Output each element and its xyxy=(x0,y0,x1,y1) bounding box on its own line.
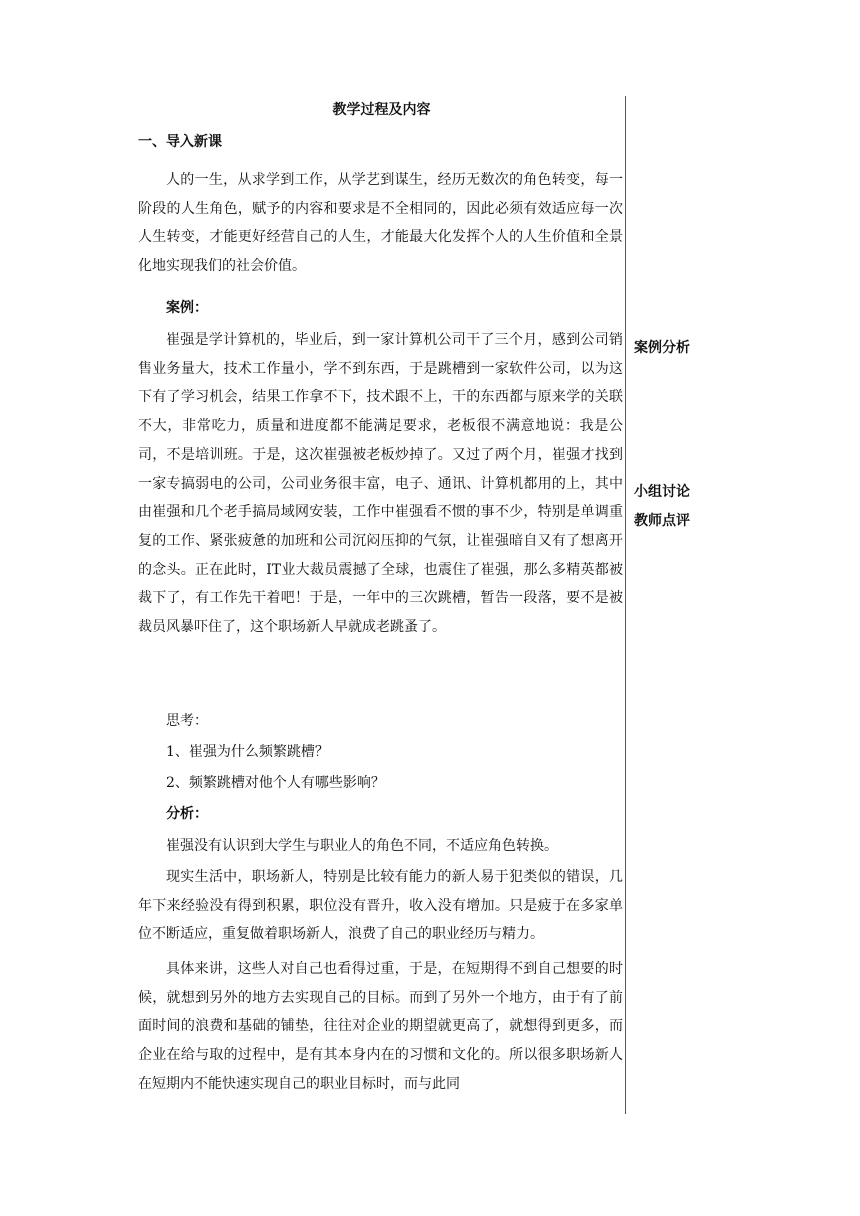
analysis-paragraph-2: 现实生活中，职场新人，特别是比较有能力的新人易于犯类似的错误，几年下来经验没有得到积累，职位没有晋升，收入没有增加。只是疲于在多家单位不断适应，重复做着职场新人，浪费了自己的职业经历与精力。 xyxy=(138,869,623,943)
analysis-paragraph-1: 崔强没有认识到大学生与职业人的角色不同，不适应角色转换。 xyxy=(166,838,558,854)
question-1: 1、崔强为什么频繁跳槽？ xyxy=(166,744,329,760)
page-title: 教学过程及内容 xyxy=(332,102,431,118)
section-heading: 一、导入新课 xyxy=(138,134,222,150)
note-case-analysis: 案例分析 xyxy=(634,340,690,356)
note-teacher-comment: 教师点评 xyxy=(634,513,690,529)
intro-paragraph: 人的一生，从求学到工作，从学艺到谋生，经历无数次的角色转变，每一阶段的人生角色，赋予的内容和要求是不全相同的，因此必须有效适应每一次人生转变，才能更好经营自己的人生，才能最大化发挥个人的人生价值和全景化地实现我们的社会价值。 xyxy=(138,172,623,275)
note-group-discussion: 小组讨论 xyxy=(634,484,690,500)
question-2: 2、频繁跳槽对他个人有哪些影响？ xyxy=(166,775,385,791)
case-label: 案例： xyxy=(166,300,208,316)
case-paragraph: 崔强是学计算机的，毕业后，到一家计算机公司干了三个月，感到公司销售业务量大，技术工作量小，学不到东西，于是跳槽到一家软件公司，以为这下有了学习机会，结果工作拿不下，技术跟不上，干的东西都与原来学的关联不大，非常吃力，质量和进度都不能满足要求，老板很不满意地说：我是公司，不是培训班。于是，这次崔强被老板炒掉了。又过了两个月，崔强才找到一家专搞弱电的公司，公司业务很丰富，电子、通讯、计算机都用的上，其中由崔强和几个老手搞局域网安装，工作中崔强看不惯的事不少，特别是单调重复的工作、紧张疲惫的加班和公司沉闷压抑的气氛，让崔强暗自又有了想离开的念头。正在此时，IT业大裁员震撼了全球，也震住了崔强，那么多精英都被裁下了，有工作先干着吧！于是，一年中的三次跳槽，暂告一段落，要不是被裁员风暴吓住了，这个职场新人早就成老跳蚤了。 xyxy=(138,332,623,636)
teaching-content-column xyxy=(138,96,626,1114)
think-label: 思考： xyxy=(166,713,208,729)
analysis-label: 分析： xyxy=(166,806,208,822)
analysis-paragraph-3: 具体来讲，这些人对自己也看得过重，于是，在短期得不到自己想要的时候，就想到另外的地方去实现自己的目标。而到了另外一个地方，由于有了前面时间的浪费和基础的铺垫，往往对企业的期望就更高了，就想得到更多，而企业在给与取的过程中，是有其本身内在的习惯和文化的。所以很多职场新人在短期内不能快速实现自己的职业目标时，而与此同 xyxy=(138,961,623,1092)
teaching-notes-column xyxy=(634,96,754,1114)
